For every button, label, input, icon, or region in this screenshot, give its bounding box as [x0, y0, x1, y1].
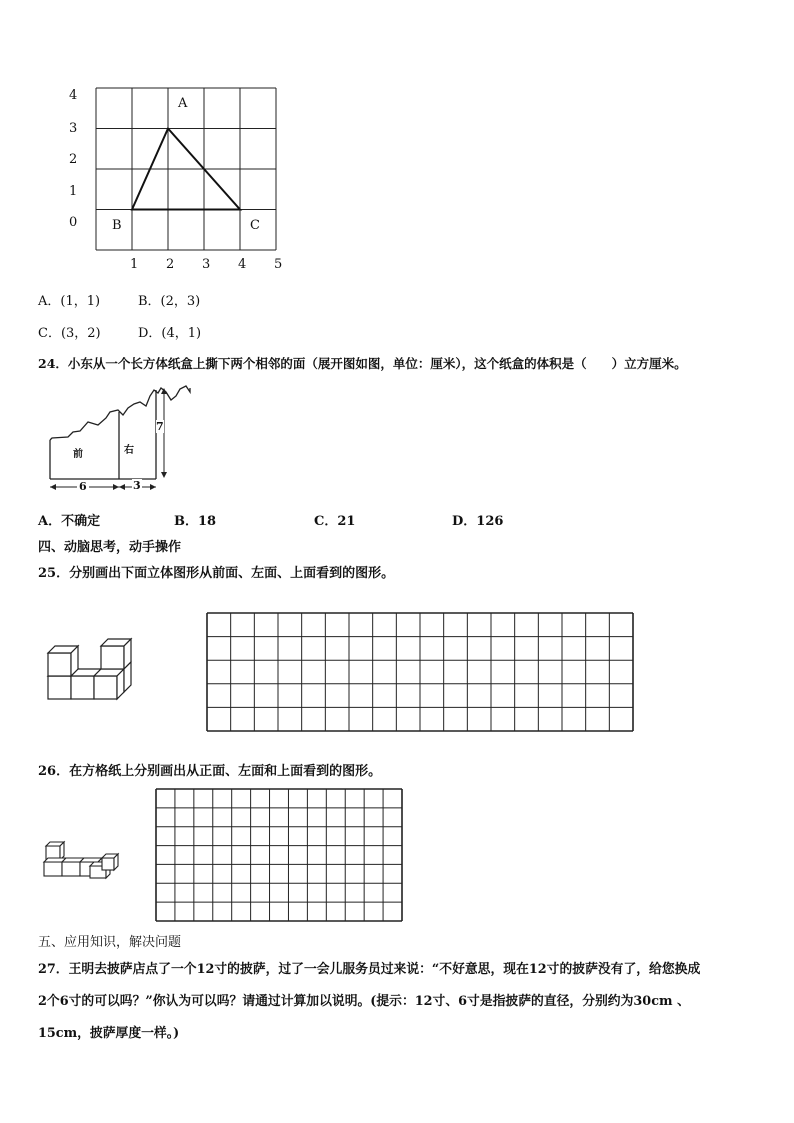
- q25-cubes-figure: [40, 630, 160, 710]
- dim-label-right-width: 3: [133, 479, 141, 492]
- section-5-title: 五、应用知识，解决问题: [38, 935, 182, 950]
- q25-drawing-grid: [206, 612, 636, 734]
- q24-option-a: A．不确定: [38, 514, 101, 529]
- y-tick-label: 1: [69, 184, 78, 199]
- q24-option-c: C．21: [314, 514, 356, 529]
- q25-text: 25．分别画出下面立体图形从前面、左面、上面看到的图形。: [38, 566, 395, 581]
- y-tick-label: 4: [69, 88, 78, 103]
- x-tick-label: 5: [274, 257, 283, 272]
- q26-text: 26．在方格纸上分别画出从正面、左面和上面看到的图形。: [38, 764, 382, 779]
- q24-option-d: D．126: [452, 514, 504, 529]
- q24-option-b: B．18: [174, 514, 217, 529]
- q27-line-3: 15cm，披萨厚度一样。): [38, 1026, 180, 1041]
- x-tick-label: 1: [130, 257, 139, 272]
- q24-text: 24．小东从一个长方体纸盒上撕下两个相邻的面（展开图如图，单位：厘米），这个纸盒的体积是（ ）立方厘米。: [38, 356, 687, 371]
- y-tick-label: 2: [69, 152, 78, 167]
- x-tick-label: 4: [238, 257, 247, 272]
- dim-label-front-width: 6: [79, 480, 87, 493]
- coordinate-grid: [0, 0, 794, 280]
- y-tick-label: 3: [69, 121, 78, 136]
- q26-drawing-grid: [155, 788, 405, 923]
- q26-cubes-figure: [40, 836, 140, 886]
- q23-option-d: D．(4，1): [138, 326, 202, 341]
- face-label-right: 右: [124, 445, 134, 456]
- q23-option-b: B．(2，3): [138, 294, 201, 309]
- q27-line-1: 27．王明去披萨店点了一个12寸的披萨，过了一会儿服务员过来说：“不好意思，现在12寸的披萨没有了，给您换成: [38, 962, 701, 977]
- point-label-c: C: [250, 218, 260, 233]
- section-4-title: 四、动脑思考，动手操作: [38, 540, 182, 555]
- q23-option-a: A．(1，1): [38, 294, 101, 309]
- face-label-front: 前: [73, 445, 83, 460]
- y-tick-label: 0: [69, 215, 78, 230]
- q27-line-2: 2个6寸的可以吗？”你认为可以吗？请通过计算加以说明。(提示：12寸、6寸是指披萨的直径，分别约为30cm 、: [38, 994, 690, 1009]
- point-label-a: A: [178, 96, 188, 111]
- dim-label-height: 7: [156, 420, 164, 433]
- q23-option-c: C．(3，2): [38, 326, 101, 341]
- x-tick-label: 2: [166, 257, 175, 272]
- x-tick-label: 3: [202, 257, 211, 272]
- point-label-b: B: [112, 218, 122, 233]
